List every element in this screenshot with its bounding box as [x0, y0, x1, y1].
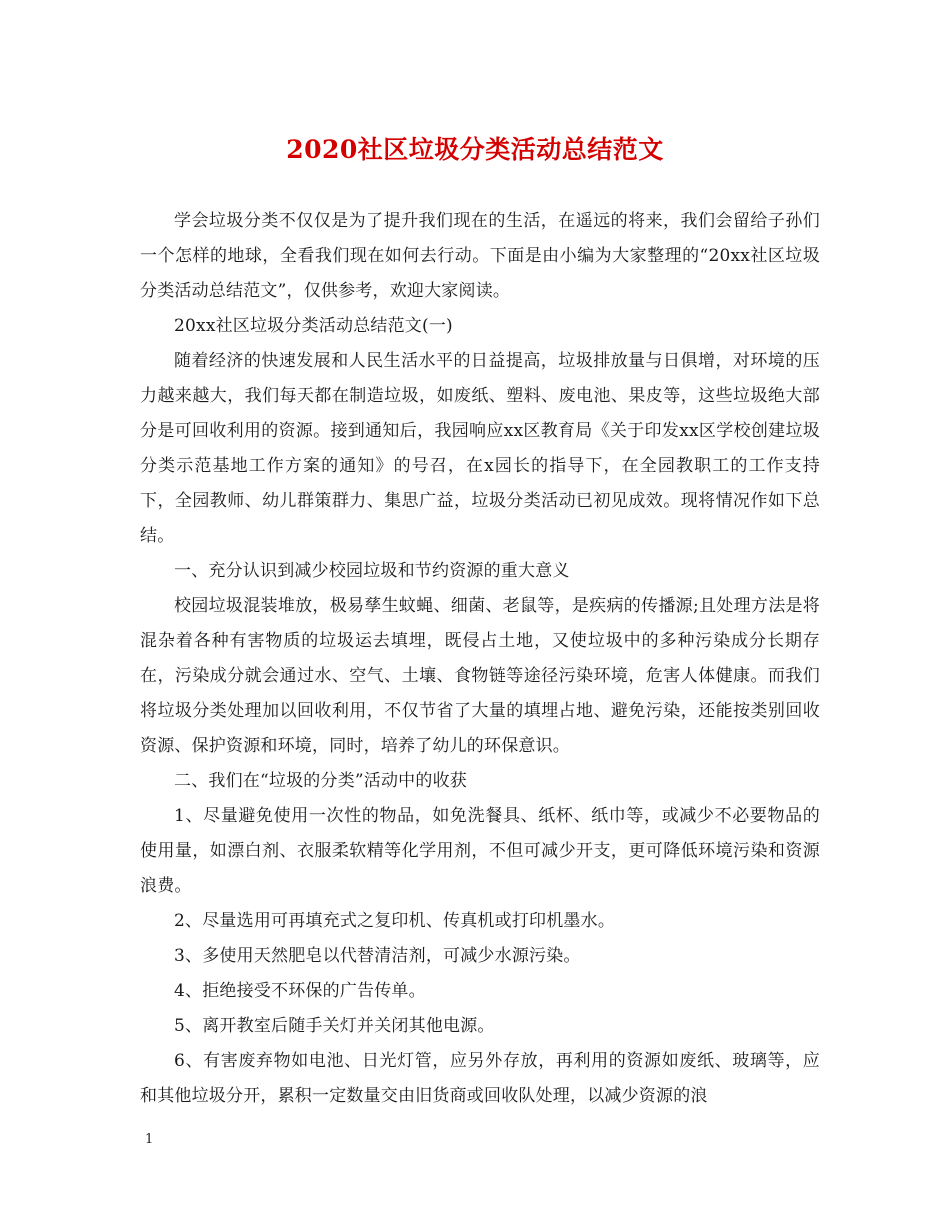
page-number: 1	[145, 1132, 154, 1147]
list-item-5: 5、离开教室后随手关灯并关闭其他电源。	[174, 1016, 495, 1036]
list-item-2: 2、尽量选用可再填充式之复印机、传真机或打印机墨水。	[174, 911, 616, 931]
list-item-6: 6、有害废弃物如电池、日光灯管，应另外存放，再利用的资源如废纸、玻璃等，应和其他垃圾分开，累积一定数量交由旧货商或回收队处理，以减少资源的浪	[140, 1051, 820, 1106]
list-item-4: 4、拒绝接受不环保的广告传单。	[174, 981, 426, 1001]
section-heading-2: 二、我们在“垃圾的分类”活动中的收获	[174, 771, 467, 791]
paragraph-intro: 学会垃圾分类不仅仅是为了提升我们现在的生活，在遥远的将来，我们会留给子孙们一个怎样的地球，全看我们现在如何去行动。下面是由小编为大家整理的“20xx社区垃圾分类活动总结范文”，仅供参考，欢迎大家阅读。	[140, 211, 820, 301]
list-item-1: 1、尽量避免使用一次性的物品，如免洗餐具、纸杯、纸巾等，或减少不必要物品的使用量，如漂白剂、衣服柔软精等化学用剂，不但可减少开支，更可降低环境污染和资源浪费。	[140, 806, 820, 896]
section-heading-1: 一、充分认识到减少校园垃圾和节约资源的重大意义	[174, 561, 570, 581]
paragraph-significance: 校园垃圾混装堆放，极易孳生蚊蝇、细菌、老鼠等，是疾病的传播源;且处理方法是将混杂着各种有害物质的垃圾运去填埋，既侵占土地，又使垃圾中的多种污染成分长期存在，污染成分就会通过水、空气、土壤、食物链等途径污染环境，危害人体健康。而我们将垃圾分类处理加以回收利用，不仅节省了大量的填埋占地、避免污染，还能按类别回收资源、保护资源和环境，同时，培养了幼儿的环保意识。	[140, 596, 820, 756]
document-title: 2020社区垃圾分类活动总结范文	[286, 135, 664, 164]
paragraph-background: 随着经济的快速发展和人民生活水平的日益提高，垃圾排放量与日俱增，对环境的压力越来越大，我们每天都在制造垃圾，如废纸、塑料、废电池、果皮等，这些垃圾绝大部分是可回收利用的资源。接到通知后，我园响应xx区教育局《关于印发xx区学校创建垃圾分类示范基地工作方案的通知》的号召，在x园长的指导下，在全园教职工的工作支持下，全园教师、幼儿群策群力、集思广益，垃圾分类活动已初见成效。现将情况作如下总结。	[140, 351, 820, 546]
document-body	[140, 204, 820, 1114]
paragraph-subtitle: 20xx社区垃圾分类活动总结范文(一)	[174, 316, 453, 336]
list-item-3: 3、多使用天然肥皂以代替清洁剂，可减少水源污染。	[174, 946, 581, 966]
